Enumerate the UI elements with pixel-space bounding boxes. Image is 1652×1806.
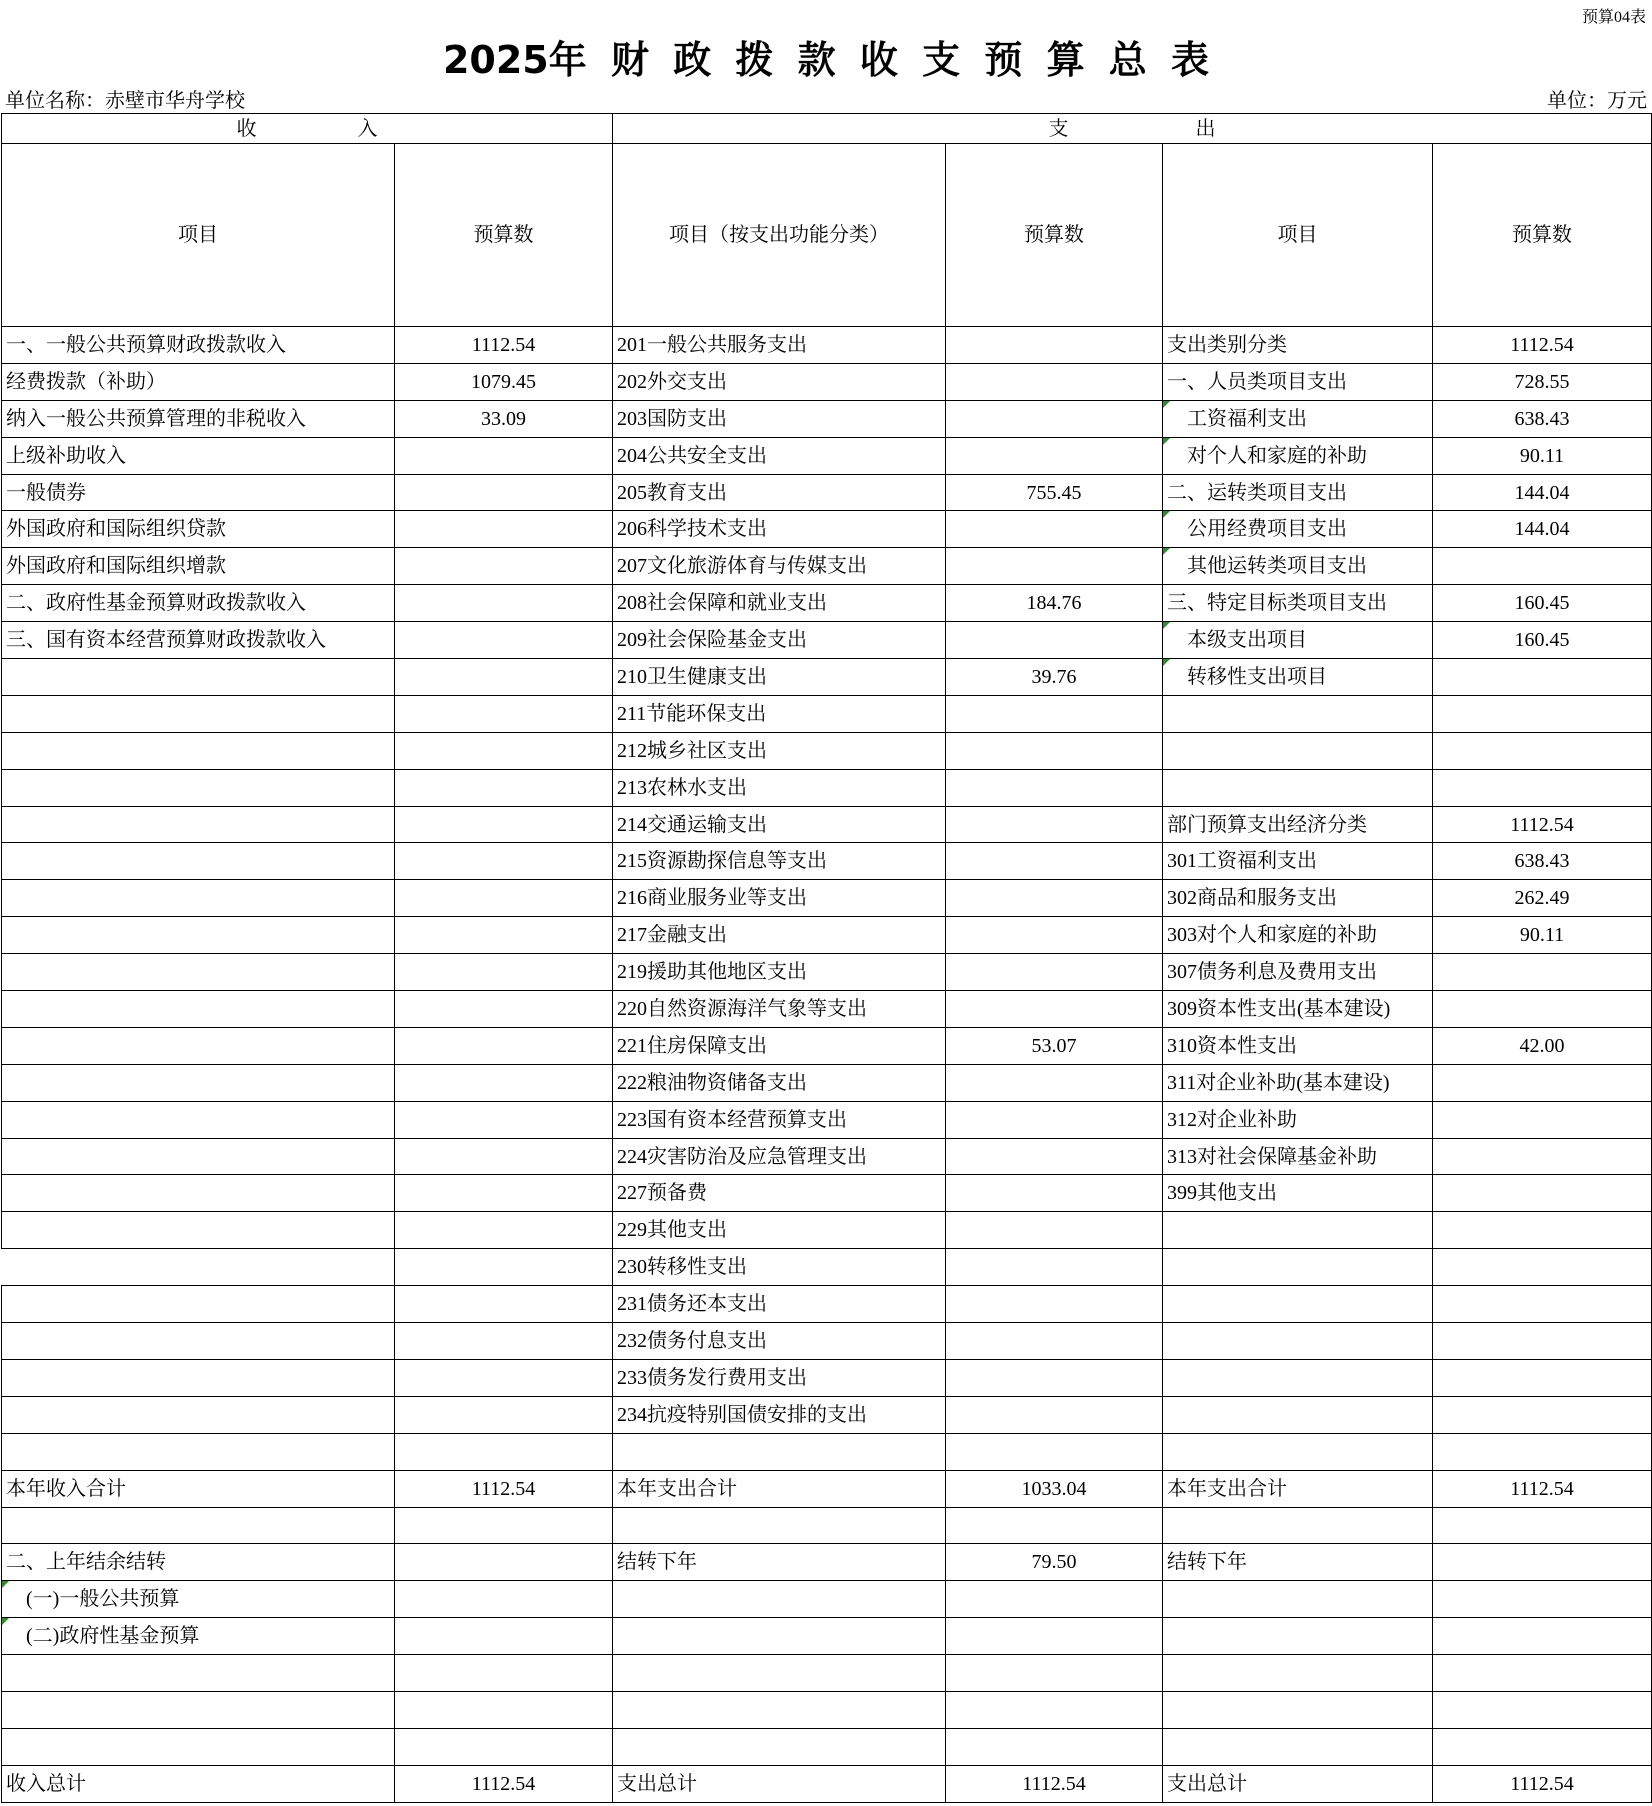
income-budget-cell xyxy=(395,991,613,1028)
table-row xyxy=(2,1765,1652,1802)
category-budget-cell xyxy=(1433,1433,1652,1470)
budget-summary-table xyxy=(1,113,1652,1803)
income-group-header: 收入 xyxy=(2,114,613,144)
income-item-cell xyxy=(2,1359,395,1396)
income-item-cell: (一)一般公共预算 xyxy=(2,1581,395,1618)
category-budget-cell: 638.43 xyxy=(1433,400,1652,437)
function-budget-cell xyxy=(946,1507,1163,1544)
table-row xyxy=(2,917,1652,954)
function-budget-cell xyxy=(946,1396,1163,1433)
category-item-cell: 工资福利支出 xyxy=(1163,400,1433,437)
table-row xyxy=(2,1323,1652,1360)
income-budget-cell xyxy=(395,917,613,954)
category-budget-cell xyxy=(1433,1101,1652,1138)
function-item-cell: 216商业服务业等支出 xyxy=(613,880,946,917)
income-budget-cell xyxy=(395,1138,613,1175)
function-budget-cell xyxy=(946,1101,1163,1138)
income-budget-cell xyxy=(395,1249,613,1286)
function-item-cell xyxy=(613,1618,946,1655)
function-budget-cell xyxy=(946,954,1163,991)
function-item-cell: 214交通运输支出 xyxy=(613,806,946,843)
group-header-row xyxy=(2,114,1652,144)
income-item-cell xyxy=(2,1728,395,1765)
function-budget-cell: 1112.54 xyxy=(946,1765,1163,1802)
category-budget-header: 预算数 xyxy=(1433,144,1652,327)
function-budget-cell xyxy=(946,437,1163,474)
income-budget-cell xyxy=(395,1027,613,1064)
category-budget-cell xyxy=(1433,1396,1652,1433)
table-body xyxy=(2,327,1652,1803)
category-item-cell: 对个人和家庭的补助 xyxy=(1163,437,1433,474)
income-item-cell: 三、国有资本经营预算财政拨款收入 xyxy=(2,622,395,659)
income-item-cell: 外国政府和国际组织贷款 xyxy=(2,511,395,548)
income-budget-cell xyxy=(395,1433,613,1470)
category-item-cell xyxy=(1163,1618,1433,1655)
function-budget-cell xyxy=(946,400,1163,437)
income-budget-cell xyxy=(395,659,613,696)
income-item-cell xyxy=(2,843,395,880)
function-budget-cell: 1033.04 xyxy=(946,1470,1163,1507)
function-budget-cell xyxy=(946,1618,1163,1655)
income-item-cell: 外国政府和国际组织增款 xyxy=(2,548,395,585)
table-row xyxy=(2,1396,1652,1433)
function-budget-cell xyxy=(946,806,1163,843)
table-row xyxy=(2,1433,1652,1470)
category-item-cell: 301工资福利支出 xyxy=(1163,843,1433,880)
category-budget-cell: 1112.54 xyxy=(1433,1765,1652,1802)
function-budget-cell: 79.50 xyxy=(946,1544,1163,1581)
category-item-cell: 303对个人和家庭的补助 xyxy=(1163,917,1433,954)
function-item-cell: 230转移性支出 xyxy=(613,1249,946,1286)
table-row xyxy=(2,1359,1652,1396)
income-item-cell: 二、政府性基金预算财政拨款收入 xyxy=(2,585,395,622)
function-item-cell: 221住房保障支出 xyxy=(613,1027,946,1064)
function-budget-cell xyxy=(946,1064,1163,1101)
function-budget-cell xyxy=(946,511,1163,548)
category-item-cell xyxy=(1163,1396,1433,1433)
function-budget-cell xyxy=(946,363,1163,400)
function-item-cell: 213农林水支出 xyxy=(613,769,946,806)
category-budget-cell: 1112.54 xyxy=(1433,806,1652,843)
income-budget-cell xyxy=(395,1507,613,1544)
function-item-cell: 207文化旅游体育与传媒支出 xyxy=(613,548,946,585)
category-item-cell xyxy=(1163,1359,1433,1396)
income-budget-cell xyxy=(395,1212,613,1249)
table-row xyxy=(2,1728,1652,1765)
function-budget-cell xyxy=(946,732,1163,769)
category-item-cell xyxy=(1163,732,1433,769)
income-item-cell xyxy=(2,769,395,806)
function-item-cell: 215资源勘探信息等支出 xyxy=(613,843,946,880)
category-budget-cell: 144.04 xyxy=(1433,511,1652,548)
income-budget-cell: 33.09 xyxy=(395,400,613,437)
function-budget-cell xyxy=(946,1359,1163,1396)
income-item-cell xyxy=(2,1175,395,1212)
income-item-cell xyxy=(2,1212,395,1249)
table-row xyxy=(2,548,1652,585)
category-budget-cell xyxy=(1433,659,1652,696)
income-budget-cell xyxy=(395,622,613,659)
category-item-cell: 支出总计 xyxy=(1163,1765,1433,1802)
category-budget-cell xyxy=(1433,1507,1652,1544)
income-budget-cell xyxy=(395,1728,613,1765)
table-row xyxy=(2,1507,1652,1544)
category-budget-cell xyxy=(1433,1581,1652,1618)
function-budget-cell: 184.76 xyxy=(946,585,1163,622)
income-item-cell: 上级补助收入 xyxy=(2,437,395,474)
income-budget-cell xyxy=(395,1359,613,1396)
category-budget-cell xyxy=(1433,1249,1652,1286)
function-budget-cell xyxy=(946,917,1163,954)
income-budget-cell xyxy=(395,1064,613,1101)
form-code: 预算04表 xyxy=(1581,9,1646,26)
category-budget-cell xyxy=(1433,695,1652,732)
category-item-cell: 结转下年 xyxy=(1163,1544,1433,1581)
function-budget-header: 预算数 xyxy=(946,144,1163,327)
function-item-cell: 217金融支出 xyxy=(613,917,946,954)
table-row xyxy=(2,585,1652,622)
income-budget-cell xyxy=(395,548,613,585)
category-budget-cell xyxy=(1433,1618,1652,1655)
function-item-cell xyxy=(613,1507,946,1544)
category-item-header: 项目 xyxy=(1163,144,1433,327)
function-item-cell: 220自然资源海洋气象等支出 xyxy=(613,991,946,1028)
income-item-cell xyxy=(2,917,395,954)
function-budget-cell xyxy=(946,1433,1163,1470)
category-item-cell xyxy=(1163,1691,1433,1728)
income-budget-cell xyxy=(395,1396,613,1433)
income-item-cell: 二、上年结余结转 xyxy=(2,1544,395,1581)
category-budget-cell xyxy=(1433,548,1652,585)
income-budget-cell: 1112.54 xyxy=(395,327,613,364)
category-item-cell xyxy=(1163,1655,1433,1692)
function-item-cell: 210卫生健康支出 xyxy=(613,659,946,696)
income-item-cell xyxy=(2,1138,395,1175)
function-budget-cell xyxy=(946,991,1163,1028)
category-item-cell: 312对企业补助 xyxy=(1163,1101,1433,1138)
income-budget-cell xyxy=(395,1581,613,1618)
income-budget-cell xyxy=(395,1286,613,1323)
category-budget-cell: 638.43 xyxy=(1433,843,1652,880)
category-budget-cell: 1112.54 xyxy=(1433,1470,1652,1507)
function-budget-cell: 39.76 xyxy=(946,659,1163,696)
income-item-cell xyxy=(2,1655,395,1692)
category-item-cell: 399其他支出 xyxy=(1163,1175,1433,1212)
income-item-cell: 一、一般公共预算财政拨款收入 xyxy=(2,327,395,364)
category-budget-cell xyxy=(1433,1544,1652,1581)
function-item-cell: 208社会保障和就业支出 xyxy=(613,585,946,622)
table-row xyxy=(2,954,1652,991)
table-row xyxy=(2,880,1652,917)
income-item-cell xyxy=(2,1323,395,1360)
function-item-cell: 结转下年 xyxy=(613,1544,946,1581)
category-budget-cell: 160.45 xyxy=(1433,622,1652,659)
page-title: 2025年 财 政 拨 款 收 支 预 算 总 表 xyxy=(442,38,1210,82)
income-budget-cell xyxy=(395,769,613,806)
income-budget-cell xyxy=(395,511,613,548)
function-item-cell: 205教育支出 xyxy=(613,474,946,511)
category-budget-cell xyxy=(1433,1691,1652,1728)
income-item-cell xyxy=(2,806,395,843)
income-budget-cell xyxy=(395,1618,613,1655)
income-item-cell xyxy=(2,1064,395,1101)
category-budget-cell: 262.49 xyxy=(1433,880,1652,917)
table-row xyxy=(2,659,1652,696)
table-row xyxy=(2,695,1652,732)
table-row xyxy=(2,1618,1652,1655)
function-item-cell xyxy=(613,1691,946,1728)
income-item-cell xyxy=(2,695,395,732)
category-item-cell: 本级支出项目 xyxy=(1163,622,1433,659)
table-row xyxy=(2,1101,1652,1138)
category-budget-cell: 90.11 xyxy=(1433,917,1652,954)
function-item-cell: 233债务发行费用支出 xyxy=(613,1359,946,1396)
table-row xyxy=(2,843,1652,880)
category-item-cell: 其他运转类项目支出 xyxy=(1163,548,1433,585)
function-item-cell: 211节能环保支出 xyxy=(613,695,946,732)
category-item-cell: 310资本性支出 xyxy=(1163,1027,1433,1064)
income-item-cell xyxy=(2,954,395,991)
category-item-cell: 部门预算支出经济分类 xyxy=(1163,806,1433,843)
table-row xyxy=(2,1544,1652,1581)
table-row xyxy=(2,991,1652,1028)
income-item-cell: (二)政府性基金预算 xyxy=(2,1618,395,1655)
function-item-cell: 203国防支出 xyxy=(613,400,946,437)
category-budget-cell xyxy=(1433,1655,1652,1692)
function-budget-cell xyxy=(946,1249,1163,1286)
function-budget-cell xyxy=(946,1728,1163,1765)
function-item-cell xyxy=(613,1655,946,1692)
income-item-cell xyxy=(2,1286,395,1323)
function-item-cell: 本年支出合计 xyxy=(613,1470,946,1507)
function-budget-cell xyxy=(946,622,1163,659)
table-row xyxy=(2,511,1652,548)
function-item-cell xyxy=(613,1728,946,1765)
category-item-cell xyxy=(1163,1507,1433,1544)
table-row xyxy=(2,769,1652,806)
expense-group-header: 支出 xyxy=(613,114,1652,144)
function-budget-cell xyxy=(946,1286,1163,1323)
table-row xyxy=(2,806,1652,843)
column-header-row xyxy=(2,144,1652,327)
table-row xyxy=(2,1286,1652,1323)
category-item-cell xyxy=(1163,1323,1433,1360)
category-budget-cell xyxy=(1433,1323,1652,1360)
function-item-cell xyxy=(613,1433,946,1470)
category-item-cell: 302商品和服务支出 xyxy=(1163,880,1433,917)
income-item-cell xyxy=(2,1396,395,1433)
income-budget-cell xyxy=(395,695,613,732)
table-row xyxy=(2,1212,1652,1249)
table-row xyxy=(2,1691,1652,1728)
income-item-cell xyxy=(2,1691,395,1728)
category-item-cell xyxy=(1163,1728,1433,1765)
income-item-cell xyxy=(2,659,395,696)
table-row xyxy=(2,474,1652,511)
category-item-cell xyxy=(1163,1581,1433,1618)
income-budget-cell xyxy=(395,954,613,991)
income-budget-cell: 1112.54 xyxy=(395,1765,613,1802)
income-budget-cell xyxy=(395,843,613,880)
function-item-cell: 223国有资本经营预算支出 xyxy=(613,1101,946,1138)
income-budget-cell xyxy=(395,732,613,769)
function-budget-cell xyxy=(946,1175,1163,1212)
category-item-cell: 三、特定目标类项目支出 xyxy=(1163,585,1433,622)
table-row xyxy=(2,1138,1652,1175)
category-item-cell: 313对社会保障基金补助 xyxy=(1163,1138,1433,1175)
function-budget-cell xyxy=(946,327,1163,364)
income-budget-cell xyxy=(395,1544,613,1581)
category-budget-cell: 728.55 xyxy=(1433,363,1652,400)
function-item-cell: 212城乡社区支出 xyxy=(613,732,946,769)
income-budget-cell xyxy=(395,1323,613,1360)
function-item-cell: 234抗疫特别国债安排的支出 xyxy=(613,1396,946,1433)
category-budget-cell xyxy=(1433,732,1652,769)
category-budget-cell xyxy=(1433,1212,1652,1249)
function-item-cell: 209社会保险基金支出 xyxy=(613,622,946,659)
category-item-cell: 311对企业补助(基本建设) xyxy=(1163,1064,1433,1101)
income-budget-cell xyxy=(395,1655,613,1692)
table-row xyxy=(2,1655,1652,1692)
function-budget-cell xyxy=(946,1691,1163,1728)
income-item-cell xyxy=(2,1433,395,1470)
function-budget-cell xyxy=(946,769,1163,806)
income-budget-cell xyxy=(395,880,613,917)
income-budget-cell: 1112.54 xyxy=(395,1470,613,1507)
category-item-cell xyxy=(1163,1286,1433,1323)
category-budget-cell: 90.11 xyxy=(1433,437,1652,474)
income-item-cell: 纳入一般公共预算管理的非税收入 xyxy=(2,400,395,437)
category-budget-cell xyxy=(1433,1359,1652,1396)
function-budget-cell: 53.07 xyxy=(946,1027,1163,1064)
category-budget-cell: 160.45 xyxy=(1433,585,1652,622)
table-row xyxy=(2,1470,1652,1507)
income-item-cell xyxy=(2,1027,395,1064)
table-row xyxy=(2,1249,1652,1286)
function-item-cell: 204公共安全支出 xyxy=(613,437,946,474)
category-budget-cell: 42.00 xyxy=(1433,1027,1652,1064)
category-item-cell: 支出类别分类 xyxy=(1163,327,1433,364)
table-row xyxy=(2,1064,1652,1101)
category-item-cell: 本年支出合计 xyxy=(1163,1470,1433,1507)
income-item-header: 项目 xyxy=(2,144,395,327)
income-budget-cell xyxy=(395,1691,613,1728)
function-budget-cell xyxy=(946,695,1163,732)
function-budget-cell: 755.45 xyxy=(946,474,1163,511)
category-item-cell: 309资本性支出(基本建设) xyxy=(1163,991,1433,1028)
table-row xyxy=(2,327,1652,364)
category-item-cell: 转移性支出项目 xyxy=(1163,659,1433,696)
table-row xyxy=(2,437,1652,474)
income-budget-cell xyxy=(395,1101,613,1138)
function-item-cell: 229其他支出 xyxy=(613,1212,946,1249)
table-row xyxy=(2,1027,1652,1064)
income-budget-cell: 1079.45 xyxy=(395,363,613,400)
income-item-cell: 经费拨款（补助） xyxy=(2,363,395,400)
function-budget-cell xyxy=(946,1581,1163,1618)
table-row xyxy=(2,1175,1652,1212)
income-budget-cell xyxy=(395,437,613,474)
category-budget-cell xyxy=(1433,769,1652,806)
table-row xyxy=(2,363,1652,400)
function-item-cell: 202外交支出 xyxy=(613,363,946,400)
category-item-cell: 公用经费项目支出 xyxy=(1163,511,1433,548)
income-item-cell: 收入总计 xyxy=(2,1765,395,1802)
category-budget-cell: 1112.54 xyxy=(1433,327,1652,364)
table-row xyxy=(2,622,1652,659)
function-item-cell xyxy=(613,1581,946,1618)
income-budget-cell xyxy=(395,806,613,843)
category-budget-cell xyxy=(1433,991,1652,1028)
category-budget-cell xyxy=(1433,1064,1652,1101)
function-item-cell: 206科学技术支出 xyxy=(613,511,946,548)
function-budget-cell xyxy=(946,1323,1163,1360)
income-budget-header: 预算数 xyxy=(395,144,613,327)
income-item-cell xyxy=(2,1101,395,1138)
category-budget-cell xyxy=(1433,1175,1652,1212)
function-budget-cell xyxy=(946,880,1163,917)
category-budget-cell: 144.04 xyxy=(1433,474,1652,511)
income-item-cell xyxy=(2,732,395,769)
category-item-cell: 二、运转类项目支出 xyxy=(1163,474,1433,511)
unit-name-label: 单位名称：赤壁市华舟学校 xyxy=(5,90,245,112)
function-item-cell: 224灾害防治及应急管理支出 xyxy=(613,1138,946,1175)
function-budget-cell xyxy=(946,548,1163,585)
unit-label: 单位：万元 xyxy=(1547,90,1647,112)
function-budget-cell xyxy=(946,843,1163,880)
income-item-cell xyxy=(2,880,395,917)
function-item-cell: 201一般公共服务支出 xyxy=(613,327,946,364)
category-item-cell xyxy=(1163,1212,1433,1249)
function-item-cell: 222粮油物资储备支出 xyxy=(613,1064,946,1101)
category-item-cell xyxy=(1163,1433,1433,1470)
function-budget-cell xyxy=(946,1212,1163,1249)
function-item-cell: 227预备费 xyxy=(613,1175,946,1212)
income-item-cell: 本年收入合计 xyxy=(2,1470,395,1507)
income-item-cell xyxy=(2,1249,395,1286)
category-item-cell xyxy=(1163,769,1433,806)
category-item-cell xyxy=(1163,695,1433,732)
table-row xyxy=(2,732,1652,769)
category-budget-cell xyxy=(1433,1138,1652,1175)
category-budget-cell xyxy=(1433,954,1652,991)
function-budget-cell xyxy=(946,1655,1163,1692)
income-item-cell xyxy=(2,1507,395,1544)
function-item-cell: 219援助其他地区支出 xyxy=(613,954,946,991)
function-item-cell: 支出总计 xyxy=(613,1765,946,1802)
income-budget-cell xyxy=(395,1175,613,1212)
category-budget-cell xyxy=(1433,1286,1652,1323)
category-budget-cell xyxy=(1433,1728,1652,1765)
table-row xyxy=(2,1581,1652,1618)
function-item-cell: 232债务付息支出 xyxy=(613,1323,946,1360)
income-item-cell: 一般债券 xyxy=(2,474,395,511)
category-item-cell: 307债务利息及费用支出 xyxy=(1163,954,1433,991)
function-item-header: 项目（按支出功能分类） xyxy=(613,144,946,327)
income-budget-cell xyxy=(395,474,613,511)
function-item-cell: 231债务还本支出 xyxy=(613,1286,946,1323)
income-budget-cell xyxy=(395,585,613,622)
table-row xyxy=(2,400,1652,437)
function-budget-cell xyxy=(946,1138,1163,1175)
income-item-cell xyxy=(2,991,395,1028)
category-item-cell: 一、人员类项目支出 xyxy=(1163,363,1433,400)
category-item-cell xyxy=(1163,1249,1433,1286)
